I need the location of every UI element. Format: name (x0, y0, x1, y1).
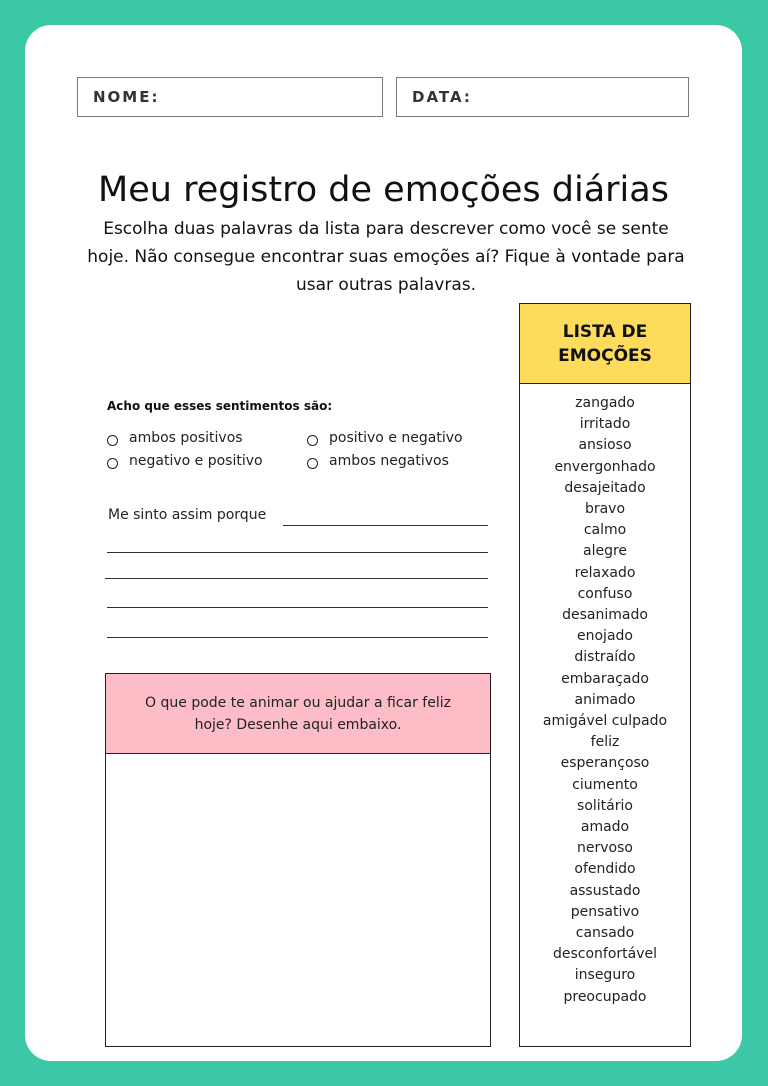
writing-line-5[interactable] (107, 637, 488, 638)
emotion-list-item: ciumento (572, 776, 638, 793)
emotion-list-item: inseguro (574, 967, 636, 984)
emotion-list-item: distraído (574, 649, 636, 666)
emotion-list-item: pensativo (570, 903, 640, 920)
name-label: NOME: (93, 88, 160, 106)
writing-line-4[interactable] (107, 607, 488, 608)
feelings-question: Acho que esses sentimentos são: (107, 399, 333, 413)
option-label: negativo e positivo (129, 453, 263, 469)
date-label: DATA: (412, 88, 472, 106)
drawing-area[interactable] (106, 754, 490, 1046)
emotion-list-title: LISTA DE EMOÇÕES (558, 321, 652, 366)
emotion-list-item: assustado (569, 882, 641, 899)
emotion-list-item: embaraçado (561, 670, 649, 687)
radio-circle-icon[interactable] (107, 435, 118, 446)
emotion-list-item: relaxado (574, 564, 636, 581)
emotion-list-item: cansado (575, 925, 635, 942)
emotion-list-header (520, 304, 690, 384)
emotion-list-item: solitário (577, 797, 633, 814)
emotion-list (520, 384, 690, 1008)
emotion-list-item: envergonhado (554, 458, 656, 475)
emotion-list-item: desanimado (562, 607, 648, 624)
emotion-list-item: ofendido (574, 861, 636, 878)
name-field[interactable] (77, 77, 383, 117)
radio-circle-icon[interactable] (107, 458, 118, 469)
worksheet-page (25, 25, 742, 1061)
option-label: positivo e negativo (329, 430, 463, 446)
option-positivo-e-negativo[interactable] (307, 430, 463, 446)
emotion-list-item: esperançoso (560, 755, 650, 772)
emotion-list-item: amigável culpado (542, 713, 668, 730)
drawing-box[interactable] (105, 673, 491, 1047)
option-ambos-positivos[interactable] (107, 430, 243, 446)
emotion-list-item: preocupado (563, 988, 647, 1005)
emotion-list-item: calmo (583, 522, 627, 539)
emotion-list-item: animado (574, 691, 636, 708)
date-field[interactable] (396, 77, 689, 117)
option-ambos-negativos[interactable] (307, 453, 449, 469)
page-title: Meu registro de emoções diárias (98, 170, 669, 210)
emotion-list-item: desajeitado (564, 479, 646, 496)
emotion-list-item: enojado (577, 628, 633, 645)
emotion-list-item: ansioso (578, 437, 632, 454)
option-negativo-e-positivo[interactable] (107, 453, 263, 469)
writing-line-3[interactable] (105, 578, 488, 579)
option-label: ambos negativos (329, 453, 449, 469)
emotion-list-item: irritado (579, 416, 631, 433)
emotion-list-item: zangado (575, 395, 635, 411)
radio-circle-icon[interactable] (307, 458, 318, 469)
emotion-list-item: confuso (577, 585, 633, 602)
emotion-list-item: desconfortável (552, 946, 658, 963)
writing-line-1[interactable] (283, 525, 488, 526)
option-label: ambos positivos (129, 430, 243, 446)
emotion-list-box (519, 303, 691, 1047)
emotion-list-item: feliz (590, 734, 620, 751)
emotion-list-item: amado (580, 819, 630, 836)
because-label: Me sinto assim porque (108, 507, 267, 523)
emotion-list-item: bravo (584, 501, 626, 518)
emotion-list-item: alegre (582, 543, 628, 560)
emotion-list-item: nervoso (577, 840, 633, 857)
drawing-prompt-text: O que pode te animar ou ajudar a ficar feliz hoje? Desenhe aqui embaixo. (145, 694, 451, 733)
writing-line-2[interactable] (107, 552, 488, 553)
instructions-text: Escolha duas palavras da lista para descrever como você se sente hoje. Não consegue encontrar suas emoções aí? Fique à vontade para usar outras palavras. (87, 219, 685, 295)
drawing-prompt-header (106, 674, 490, 754)
radio-circle-icon[interactable] (307, 435, 318, 446)
